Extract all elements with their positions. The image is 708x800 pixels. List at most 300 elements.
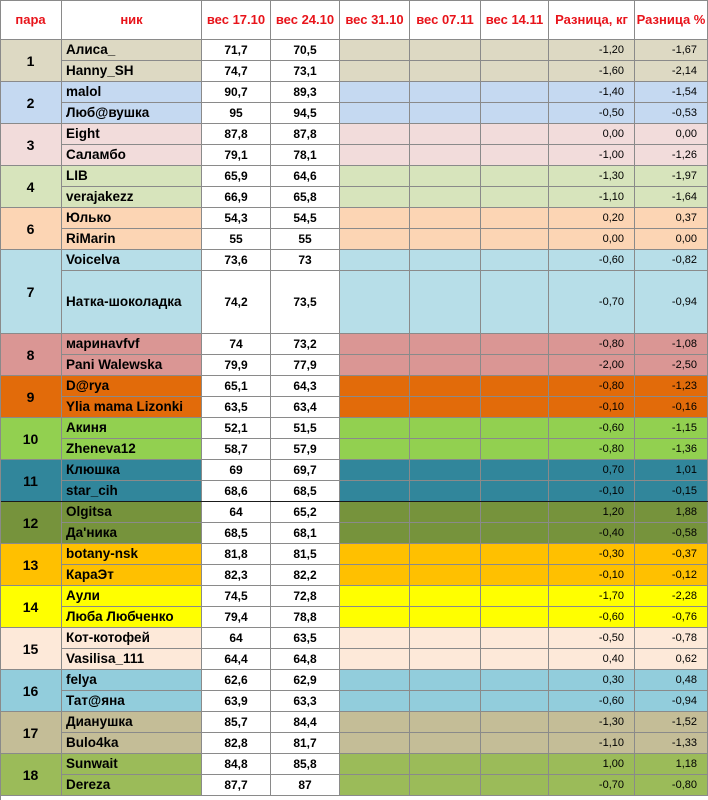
diff-kg: -1,10 — [549, 187, 635, 208]
participant-nick: Кот-котофей — [62, 628, 202, 649]
pair-number: 9 — [0, 376, 62, 418]
weight-17-10: 68,5 — [202, 523, 271, 544]
diff-percent: -1,33 — [635, 733, 708, 754]
diff-kg: -0,50 — [549, 103, 635, 124]
diff-percent: 0,00 — [635, 124, 708, 145]
weight-24-10: 78,1 — [271, 145, 340, 166]
weight-17-10: 87,7 — [202, 775, 271, 796]
diff-percent: -0,76 — [635, 607, 708, 628]
diff-kg: -1,00 — [549, 145, 635, 166]
participant-nick: Voicelva — [62, 250, 202, 271]
weight-17-10: 90,7 — [202, 82, 271, 103]
weight-07-11 — [410, 712, 481, 733]
participant-nick: Юлько — [62, 208, 202, 229]
weight-07-11 — [410, 775, 481, 796]
weight-07-11 — [410, 460, 481, 481]
weight-14-11 — [481, 649, 549, 670]
weight-31-10 — [340, 712, 410, 733]
table-top-border — [0, 0, 708, 1]
weight-17-10: 63,5 — [202, 397, 271, 418]
weight-17-10: 68,6 — [202, 481, 271, 502]
weight-07-11 — [410, 82, 481, 103]
weight-31-10 — [340, 103, 410, 124]
diff-kg: -1,40 — [549, 82, 635, 103]
weight-31-10 — [340, 229, 410, 250]
weight-17-10: 64 — [202, 502, 271, 523]
diff-percent: -0,15 — [635, 481, 708, 502]
weight-14-11 — [481, 775, 549, 796]
weight-24-10: 63,5 — [271, 628, 340, 649]
pair-number: 15 — [0, 628, 62, 670]
diff-percent: -1,67 — [635, 40, 708, 61]
weight-24-10: 72,8 — [271, 586, 340, 607]
diff-percent: 0,00 — [635, 229, 708, 250]
weight-07-11 — [410, 502, 481, 523]
weight-31-10 — [340, 145, 410, 166]
weight-14-11 — [481, 733, 549, 754]
weight-17-10: 87,8 — [202, 124, 271, 145]
weight-24-10: 64,8 — [271, 649, 340, 670]
weight-07-11 — [410, 334, 481, 355]
weight-24-10: 82,2 — [271, 565, 340, 586]
weight-31-10 — [340, 628, 410, 649]
weight-24-10: 81,5 — [271, 544, 340, 565]
weight-31-10 — [340, 523, 410, 544]
pair-number: 11 — [0, 460, 62, 502]
diff-kg: -0,80 — [549, 439, 635, 460]
diff-percent: -1,23 — [635, 376, 708, 397]
weight-24-10: 64,6 — [271, 166, 340, 187]
participant-nick: Zheneva12 — [62, 439, 202, 460]
weight-31-10 — [340, 166, 410, 187]
weight-14-11 — [481, 586, 549, 607]
weight-07-11 — [410, 229, 481, 250]
pair-number: 10 — [0, 418, 62, 460]
weight-07-11 — [410, 523, 481, 544]
diff-kg: -0,10 — [549, 397, 635, 418]
weight-07-11 — [410, 544, 481, 565]
weight-14-11 — [481, 523, 549, 544]
weight-24-10: 63,3 — [271, 691, 340, 712]
weight-14-11 — [481, 460, 549, 481]
diff-kg: -0,60 — [549, 250, 635, 271]
weight-24-10: 73,1 — [271, 61, 340, 82]
weight-24-10: 70,5 — [271, 40, 340, 61]
weight-17-10: 63,9 — [202, 691, 271, 712]
weight-31-10 — [340, 82, 410, 103]
weight-17-10: 58,7 — [202, 439, 271, 460]
weight-24-10: 94,5 — [271, 103, 340, 124]
diff-percent: -0,53 — [635, 103, 708, 124]
weight-31-10 — [340, 439, 410, 460]
weight-14-11 — [481, 103, 549, 124]
weight-24-10: 64,3 — [271, 376, 340, 397]
weight-24-10: 57,9 — [271, 439, 340, 460]
weight-31-10 — [340, 691, 410, 712]
weight-14-11 — [481, 124, 549, 145]
weight-14-11 — [481, 334, 549, 355]
weight-14-11 — [481, 145, 549, 166]
pair-number: 7 — [0, 250, 62, 334]
header-w4: вес 07.11 — [410, 0, 481, 40]
weight-24-10: 81,7 — [271, 733, 340, 754]
diff-kg: -0,10 — [549, 565, 635, 586]
weight-24-10: 54,5 — [271, 208, 340, 229]
weight-07-11 — [410, 103, 481, 124]
weight-31-10 — [340, 61, 410, 82]
weight-14-11 — [481, 565, 549, 586]
participant-nick: Dereza — [62, 775, 202, 796]
weight-14-11 — [481, 607, 549, 628]
diff-kg: -0,10 — [549, 481, 635, 502]
weight-07-11 — [410, 124, 481, 145]
weight-14-11 — [481, 61, 549, 82]
pair-number: 12 — [0, 502, 62, 544]
participant-nick: Да'ника — [62, 523, 202, 544]
diff-percent: -1,08 — [635, 334, 708, 355]
diff-kg: -0,70 — [549, 271, 635, 334]
weight-24-10: 55 — [271, 229, 340, 250]
participant-nick: RiMarin — [62, 229, 202, 250]
weight-14-11 — [481, 40, 549, 61]
diff-percent: -0,94 — [635, 271, 708, 334]
diff-kg: 0,40 — [549, 649, 635, 670]
weight-31-10 — [340, 754, 410, 775]
weight-17-10: 85,7 — [202, 712, 271, 733]
weight-07-11 — [410, 250, 481, 271]
pair-number: 18 — [0, 754, 62, 796]
weight-17-10: 74,5 — [202, 586, 271, 607]
pair-number: 13 — [0, 544, 62, 586]
weight-31-10 — [340, 418, 410, 439]
weight-17-10: 69 — [202, 460, 271, 481]
weight-07-11 — [410, 628, 481, 649]
weight-17-10: 82,8 — [202, 733, 271, 754]
weight-14-11 — [481, 544, 549, 565]
weight-24-10: 73,2 — [271, 334, 340, 355]
weight-14-11 — [481, 754, 549, 775]
header-pair: пара — [0, 0, 62, 40]
weight-14-11 — [481, 418, 549, 439]
participant-nick: Sunwait — [62, 754, 202, 775]
diff-percent: 1,01 — [635, 460, 708, 481]
weight-07-11 — [410, 481, 481, 502]
weight-24-10: 65,2 — [271, 502, 340, 523]
diff-kg: -1,30 — [549, 166, 635, 187]
diff-kg: 1,00 — [549, 754, 635, 775]
weight-24-10: 78,8 — [271, 607, 340, 628]
weight-31-10 — [340, 733, 410, 754]
pair-number: 3 — [0, 124, 62, 166]
weight-31-10 — [340, 481, 410, 502]
pair-number: 4 — [0, 166, 62, 208]
participant-nick: Натка-шоколадка — [62, 271, 202, 334]
weight-14-11 — [481, 691, 549, 712]
participant-nick: Hanny_SH — [62, 61, 202, 82]
weight-31-10 — [340, 355, 410, 376]
participant-nick: маринаvfvf — [62, 334, 202, 355]
diff-percent: -0,78 — [635, 628, 708, 649]
diff-kg: -0,60 — [549, 418, 635, 439]
diff-percent: -2,50 — [635, 355, 708, 376]
diff-percent: -1,64 — [635, 187, 708, 208]
diff-percent: -0,58 — [635, 523, 708, 544]
weight-24-10: 87 — [271, 775, 340, 796]
participant-nick: Дианушка — [62, 712, 202, 733]
diff-kg: -0,40 — [549, 523, 635, 544]
weight-07-11 — [410, 670, 481, 691]
weight-31-10 — [340, 502, 410, 523]
header-w1: вес 17.10 — [202, 0, 271, 40]
weight-24-10: 85,8 — [271, 754, 340, 775]
weight-07-11 — [410, 166, 481, 187]
participant-nick: felya — [62, 670, 202, 691]
weight-17-10: 79,4 — [202, 607, 271, 628]
participant-nick: Eight — [62, 124, 202, 145]
diff-percent: -2,28 — [635, 586, 708, 607]
weight-14-11 — [481, 712, 549, 733]
diff-percent: 1,88 — [635, 502, 708, 523]
weight-14-11 — [481, 208, 549, 229]
weight-07-11 — [410, 376, 481, 397]
participant-nick: Pani Walewska — [62, 355, 202, 376]
weight-14-11 — [481, 250, 549, 271]
header-nick: ник — [62, 0, 202, 40]
weight-31-10 — [340, 397, 410, 418]
pair-number: 8 — [0, 334, 62, 376]
participant-nick: Люба Любченко — [62, 607, 202, 628]
header-w3: вес 31.10 — [340, 0, 410, 40]
diff-percent: -0,82 — [635, 250, 708, 271]
diff-kg: 0,20 — [549, 208, 635, 229]
weight-31-10 — [340, 187, 410, 208]
weight-17-10: 54,3 — [202, 208, 271, 229]
diff-percent: -0,37 — [635, 544, 708, 565]
participant-nick: botany-nsk — [62, 544, 202, 565]
weight-14-11 — [481, 229, 549, 250]
diff-kg: -1,70 — [549, 586, 635, 607]
weight-24-10: 73,5 — [271, 271, 340, 334]
weight-17-10: 73,6 — [202, 250, 271, 271]
weight-14-11 — [481, 628, 549, 649]
diff-kg: -1,20 — [549, 40, 635, 61]
weight-07-11 — [410, 271, 481, 334]
weight-17-10: 62,6 — [202, 670, 271, 691]
weight-07-11 — [410, 40, 481, 61]
diff-kg: -0,60 — [549, 607, 635, 628]
weight-24-10: 65,8 — [271, 187, 340, 208]
diff-kg: 0,70 — [549, 460, 635, 481]
participant-nick: Акиня — [62, 418, 202, 439]
weight-14-11 — [481, 439, 549, 460]
diff-kg: -1,60 — [549, 61, 635, 82]
weight-17-10: 52,1 — [202, 418, 271, 439]
weight-07-11 — [410, 565, 481, 586]
weight-07-11 — [410, 754, 481, 775]
weight-07-11 — [410, 607, 481, 628]
weight-24-10: 62,9 — [271, 670, 340, 691]
diff-percent: 0,62 — [635, 649, 708, 670]
participant-nick: Тат@яна — [62, 691, 202, 712]
weight-17-10: 55 — [202, 229, 271, 250]
pair-number: 17 — [0, 712, 62, 754]
diff-percent: -0,80 — [635, 775, 708, 796]
diff-percent: -0,16 — [635, 397, 708, 418]
weight-31-10 — [340, 544, 410, 565]
weight-17-10: 81,8 — [202, 544, 271, 565]
weight-31-10 — [340, 607, 410, 628]
participant-nick: verajakezz — [62, 187, 202, 208]
participant-nick: Люб@вушка — [62, 103, 202, 124]
weight-17-10: 82,3 — [202, 565, 271, 586]
header-w2: вес 24.10 — [271, 0, 340, 40]
participant-nick: Ylia mama Lizonki — [62, 397, 202, 418]
weight-24-10: 63,4 — [271, 397, 340, 418]
diff-percent: 0,37 — [635, 208, 708, 229]
weight-24-10: 87,8 — [271, 124, 340, 145]
table-left-border — [0, 0, 1, 800]
participant-nick: D@rya — [62, 376, 202, 397]
weight-24-10: 73 — [271, 250, 340, 271]
pair-number: 16 — [0, 670, 62, 712]
participant-nick: malol — [62, 82, 202, 103]
header-w5: вес 14.11 — [481, 0, 549, 40]
weight-31-10 — [340, 124, 410, 145]
pair-number: 1 — [0, 40, 62, 82]
participant-nick: Алиса_ — [62, 40, 202, 61]
weight-31-10 — [340, 271, 410, 334]
weight-14-11 — [481, 670, 549, 691]
diff-kg: -2,00 — [549, 355, 635, 376]
weight-17-10: 64 — [202, 628, 271, 649]
diff-percent: -0,12 — [635, 565, 708, 586]
weight-17-10: 79,1 — [202, 145, 271, 166]
diff-percent: -1,26 — [635, 145, 708, 166]
participant-nick: Саламбо — [62, 145, 202, 166]
diff-percent: 1,18 — [635, 754, 708, 775]
weight-07-11 — [410, 733, 481, 754]
diff-percent: -0,94 — [635, 691, 708, 712]
weight-31-10 — [340, 586, 410, 607]
weight-14-11 — [481, 355, 549, 376]
weight-31-10 — [340, 565, 410, 586]
weight-14-11 — [481, 82, 549, 103]
weight-14-11 — [481, 376, 549, 397]
weight-07-11 — [410, 586, 481, 607]
participant-nick: Клюшка — [62, 460, 202, 481]
diff-percent: -1,97 — [635, 166, 708, 187]
pair-number: 14 — [0, 586, 62, 628]
weight-24-10: 84,4 — [271, 712, 340, 733]
weight-14-11 — [481, 271, 549, 334]
diff-percent: 0,48 — [635, 670, 708, 691]
diff-kg: -0,50 — [549, 628, 635, 649]
weight-07-11 — [410, 208, 481, 229]
weight-07-11 — [410, 439, 481, 460]
weight-14-11 — [481, 481, 549, 502]
weight-17-10: 95 — [202, 103, 271, 124]
participant-nick: Olgitsa — [62, 502, 202, 523]
weight-07-11 — [410, 691, 481, 712]
weight-17-10: 66,9 — [202, 187, 271, 208]
diff-kg: 0,30 — [549, 670, 635, 691]
weight-31-10 — [340, 250, 410, 271]
weight-07-11 — [410, 397, 481, 418]
weight-14-11 — [481, 187, 549, 208]
diff-kg: 1,20 — [549, 502, 635, 523]
weight-07-11 — [410, 145, 481, 166]
weight-31-10 — [340, 376, 410, 397]
diff-percent: -1,15 — [635, 418, 708, 439]
header-diff-pct: Разница % — [635, 0, 708, 40]
weight-24-10: 68,1 — [271, 523, 340, 544]
weight-24-10: 51,5 — [271, 418, 340, 439]
diff-kg: -0,80 — [549, 334, 635, 355]
weight-14-11 — [481, 397, 549, 418]
participant-nick: Bulo4ka — [62, 733, 202, 754]
weight-17-10: 65,1 — [202, 376, 271, 397]
weight-31-10 — [340, 670, 410, 691]
weight-31-10 — [340, 40, 410, 61]
diff-kg: 0,00 — [549, 229, 635, 250]
weight-17-10: 74 — [202, 334, 271, 355]
weight-24-10: 89,3 — [271, 82, 340, 103]
weight-17-10: 79,9 — [202, 355, 271, 376]
weight-24-10: 77,9 — [271, 355, 340, 376]
diff-percent: -1,52 — [635, 712, 708, 733]
diff-kg: -0,80 — [549, 376, 635, 397]
diff-kg: -1,30 — [549, 712, 635, 733]
weight-31-10 — [340, 649, 410, 670]
weight-14-11 — [481, 166, 549, 187]
weight-07-11 — [410, 61, 481, 82]
pair-number: 6 — [0, 208, 62, 250]
weight-17-10: 64,4 — [202, 649, 271, 670]
diff-percent: -1,36 — [635, 439, 708, 460]
weight-17-10: 71,7 — [202, 40, 271, 61]
weight-24-10: 68,5 — [271, 481, 340, 502]
diff-kg: -0,30 — [549, 544, 635, 565]
diff-kg: 0,00 — [549, 124, 635, 145]
weight-31-10 — [340, 334, 410, 355]
header-diff-kg: Разница, кг — [549, 0, 635, 40]
participant-nick: Аули — [62, 586, 202, 607]
participant-nick: Vasilisa_111 — [62, 649, 202, 670]
weight-24-10: 69,7 — [271, 460, 340, 481]
weight-14-11 — [481, 502, 549, 523]
diff-percent: -1,54 — [635, 82, 708, 103]
weight-07-11 — [410, 649, 481, 670]
weight-17-10: 84,8 — [202, 754, 271, 775]
participant-nick: КараЭт — [62, 565, 202, 586]
weight-17-10: 74,2 — [202, 271, 271, 334]
weight-07-11 — [410, 418, 481, 439]
diff-kg: -0,70 — [549, 775, 635, 796]
weight-17-10: 74,7 — [202, 61, 271, 82]
weight-07-11 — [410, 355, 481, 376]
weight-31-10 — [340, 775, 410, 796]
weight-31-10 — [340, 460, 410, 481]
participant-nick: star_cih — [62, 481, 202, 502]
participant-nick: LIB — [62, 166, 202, 187]
diff-percent: -2,14 — [635, 61, 708, 82]
weight-07-11 — [410, 187, 481, 208]
weight-31-10 — [340, 208, 410, 229]
pair-number: 2 — [0, 82, 62, 124]
weight-17-10: 65,9 — [202, 166, 271, 187]
diff-kg: -1,10 — [549, 733, 635, 754]
diff-kg: -0,60 — [549, 691, 635, 712]
